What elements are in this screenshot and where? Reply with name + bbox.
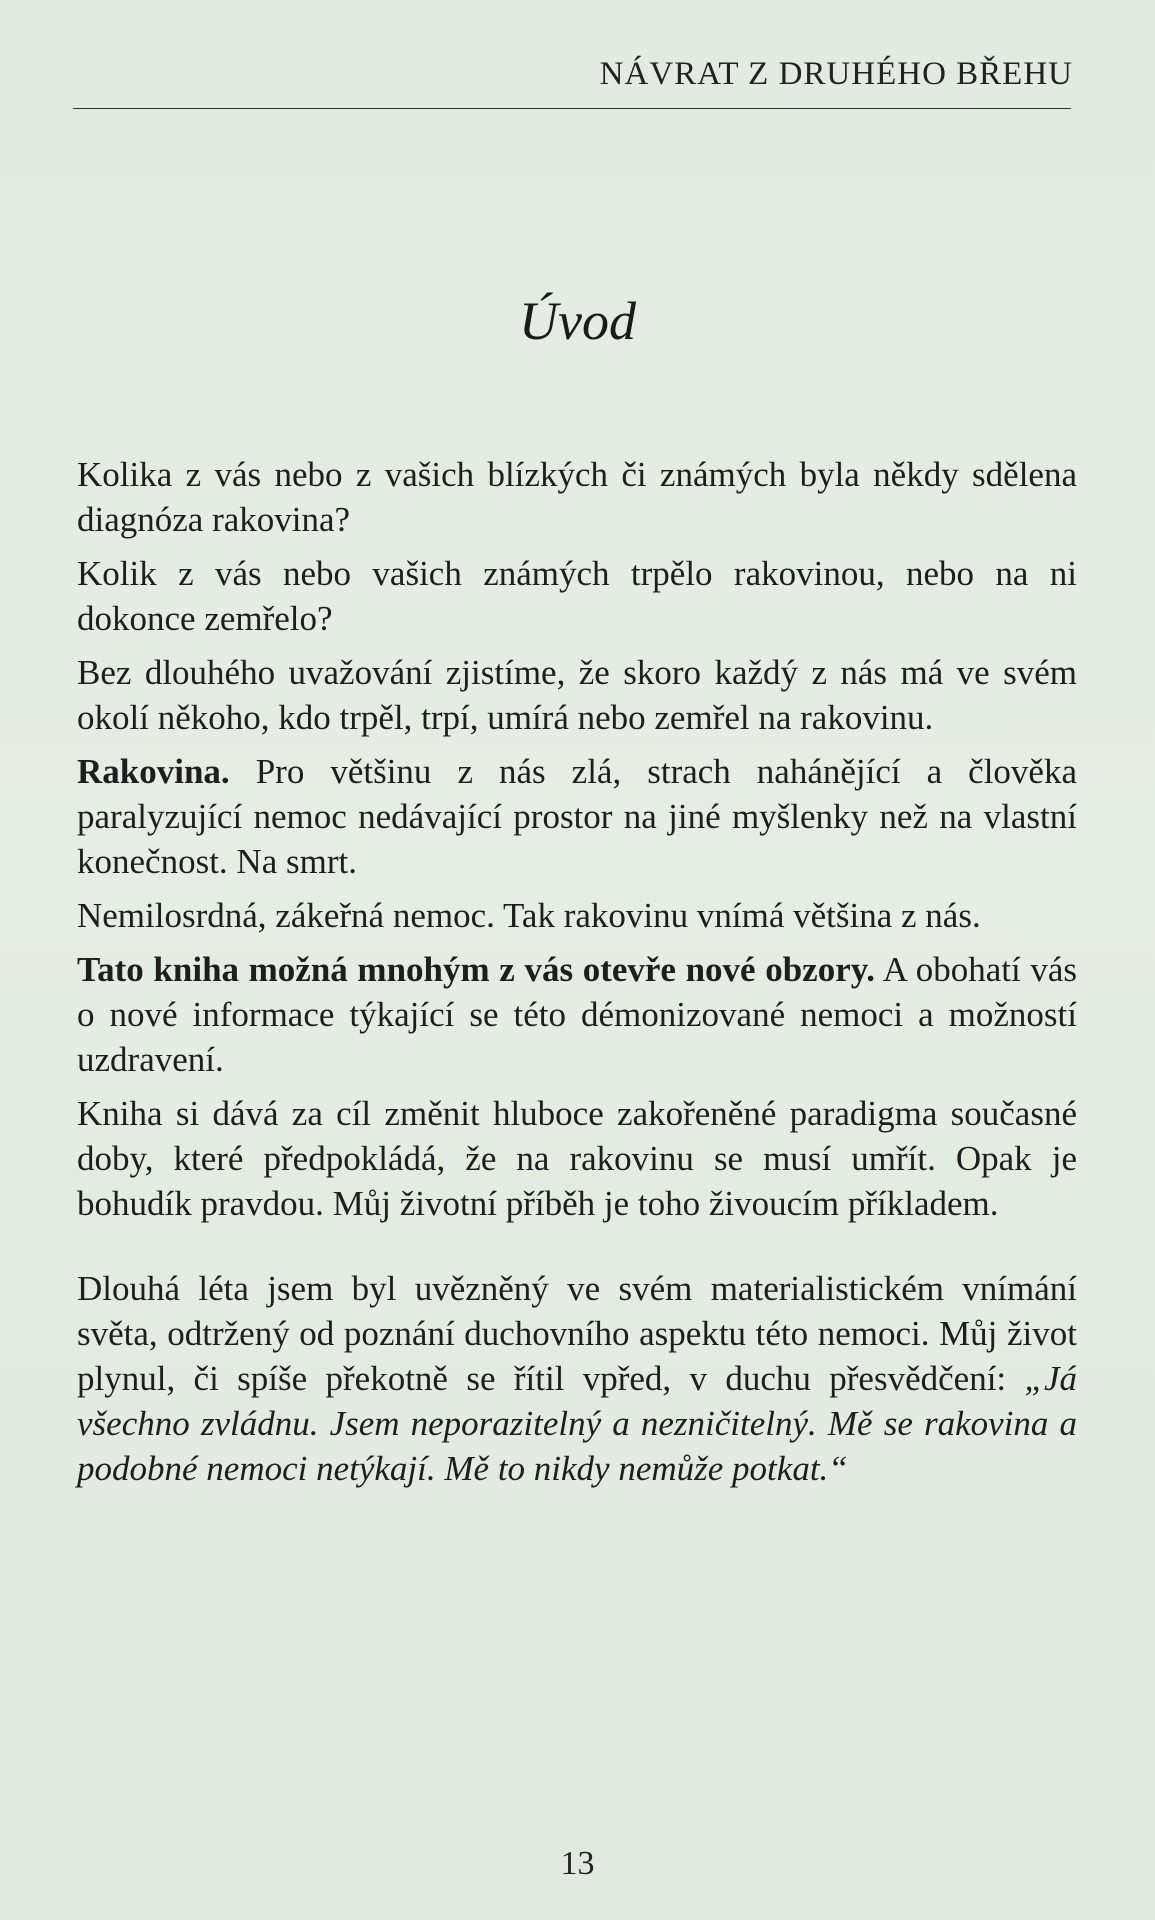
page-number: 13 xyxy=(560,1845,595,1882)
paragraph-4-text: Pro většinu z nás zlá, strach nahánějící a člověka paralyzující nemoc nedávající prostor na jiné myšlenky než na vlastní konečnost. Na smrt. xyxy=(77,752,1077,881)
paragraph-5: Nemilosrdná, zákeřná nemoc. Tak rakovinu vnímá většina z nás. xyxy=(77,896,981,935)
paragraph-4-bold: Rakovina. xyxy=(77,752,230,791)
chapter-title: Úvod xyxy=(519,291,636,351)
header-rule xyxy=(73,108,1071,109)
paragraph-6 xyxy=(77,947,1077,1082)
paragraph-7: Kniha si dává za cíl změnit hluboce zakořeněné paradigma současné doby, které předpokládá, že na rakovinu se musí umřít. Opak je bohudík pravdou. Můj životní příběh je toho živoucím příkladem. xyxy=(77,1094,1077,1223)
paragraph-2: Kolik z vás nebo vašich známých trpělo rakovinou, nebo na ni dokonce zemřelo? xyxy=(77,554,1077,638)
running-header: NÁVRAT Z DRUHÉHO BŘEHU xyxy=(599,56,1073,92)
paragraph-8-quote: „Já všechno zvládnu. Jsem neporazitelný a nezničitelný. Mě se rakovina a podobné nemoci netýkají. Mě to nikdy nemůže potkat.“ xyxy=(77,1359,1077,1488)
paragraph-8 xyxy=(77,1266,1077,1491)
paragraph-3: Bez dlouhého uvažování zjistíme, že skoro každý z nás má ve svém okolí někoho, kdo trpěl, trpí, umírá nebo zemřel na rakovinu. xyxy=(77,653,1077,737)
paragraph-8-text: Dlouhá léta jsem byl uvězněný ve svém materialistickém vnímání světa, odtržený od poznání duchovního aspektu této nemoci. Můj život plynul, či spíše překotně se řítil vpřed, v duchu přesvědčení: xyxy=(77,1269,1077,1398)
paragraph-1: Kolika z vás nebo z vašich blízkých či známých byla někdy sdělena diagnóza rakovina? xyxy=(77,455,1077,539)
body-text xyxy=(77,452,1077,1500)
paragraph-6-bold: Tato kniha možná mnohým z vás otevře nové obzory. xyxy=(77,950,876,989)
paragraph-6-text: A obohatí vás o nové informace týkající se této démonizované nemoci a možností uzdravení. xyxy=(77,950,1077,1079)
paragraph-4 xyxy=(77,749,1077,884)
